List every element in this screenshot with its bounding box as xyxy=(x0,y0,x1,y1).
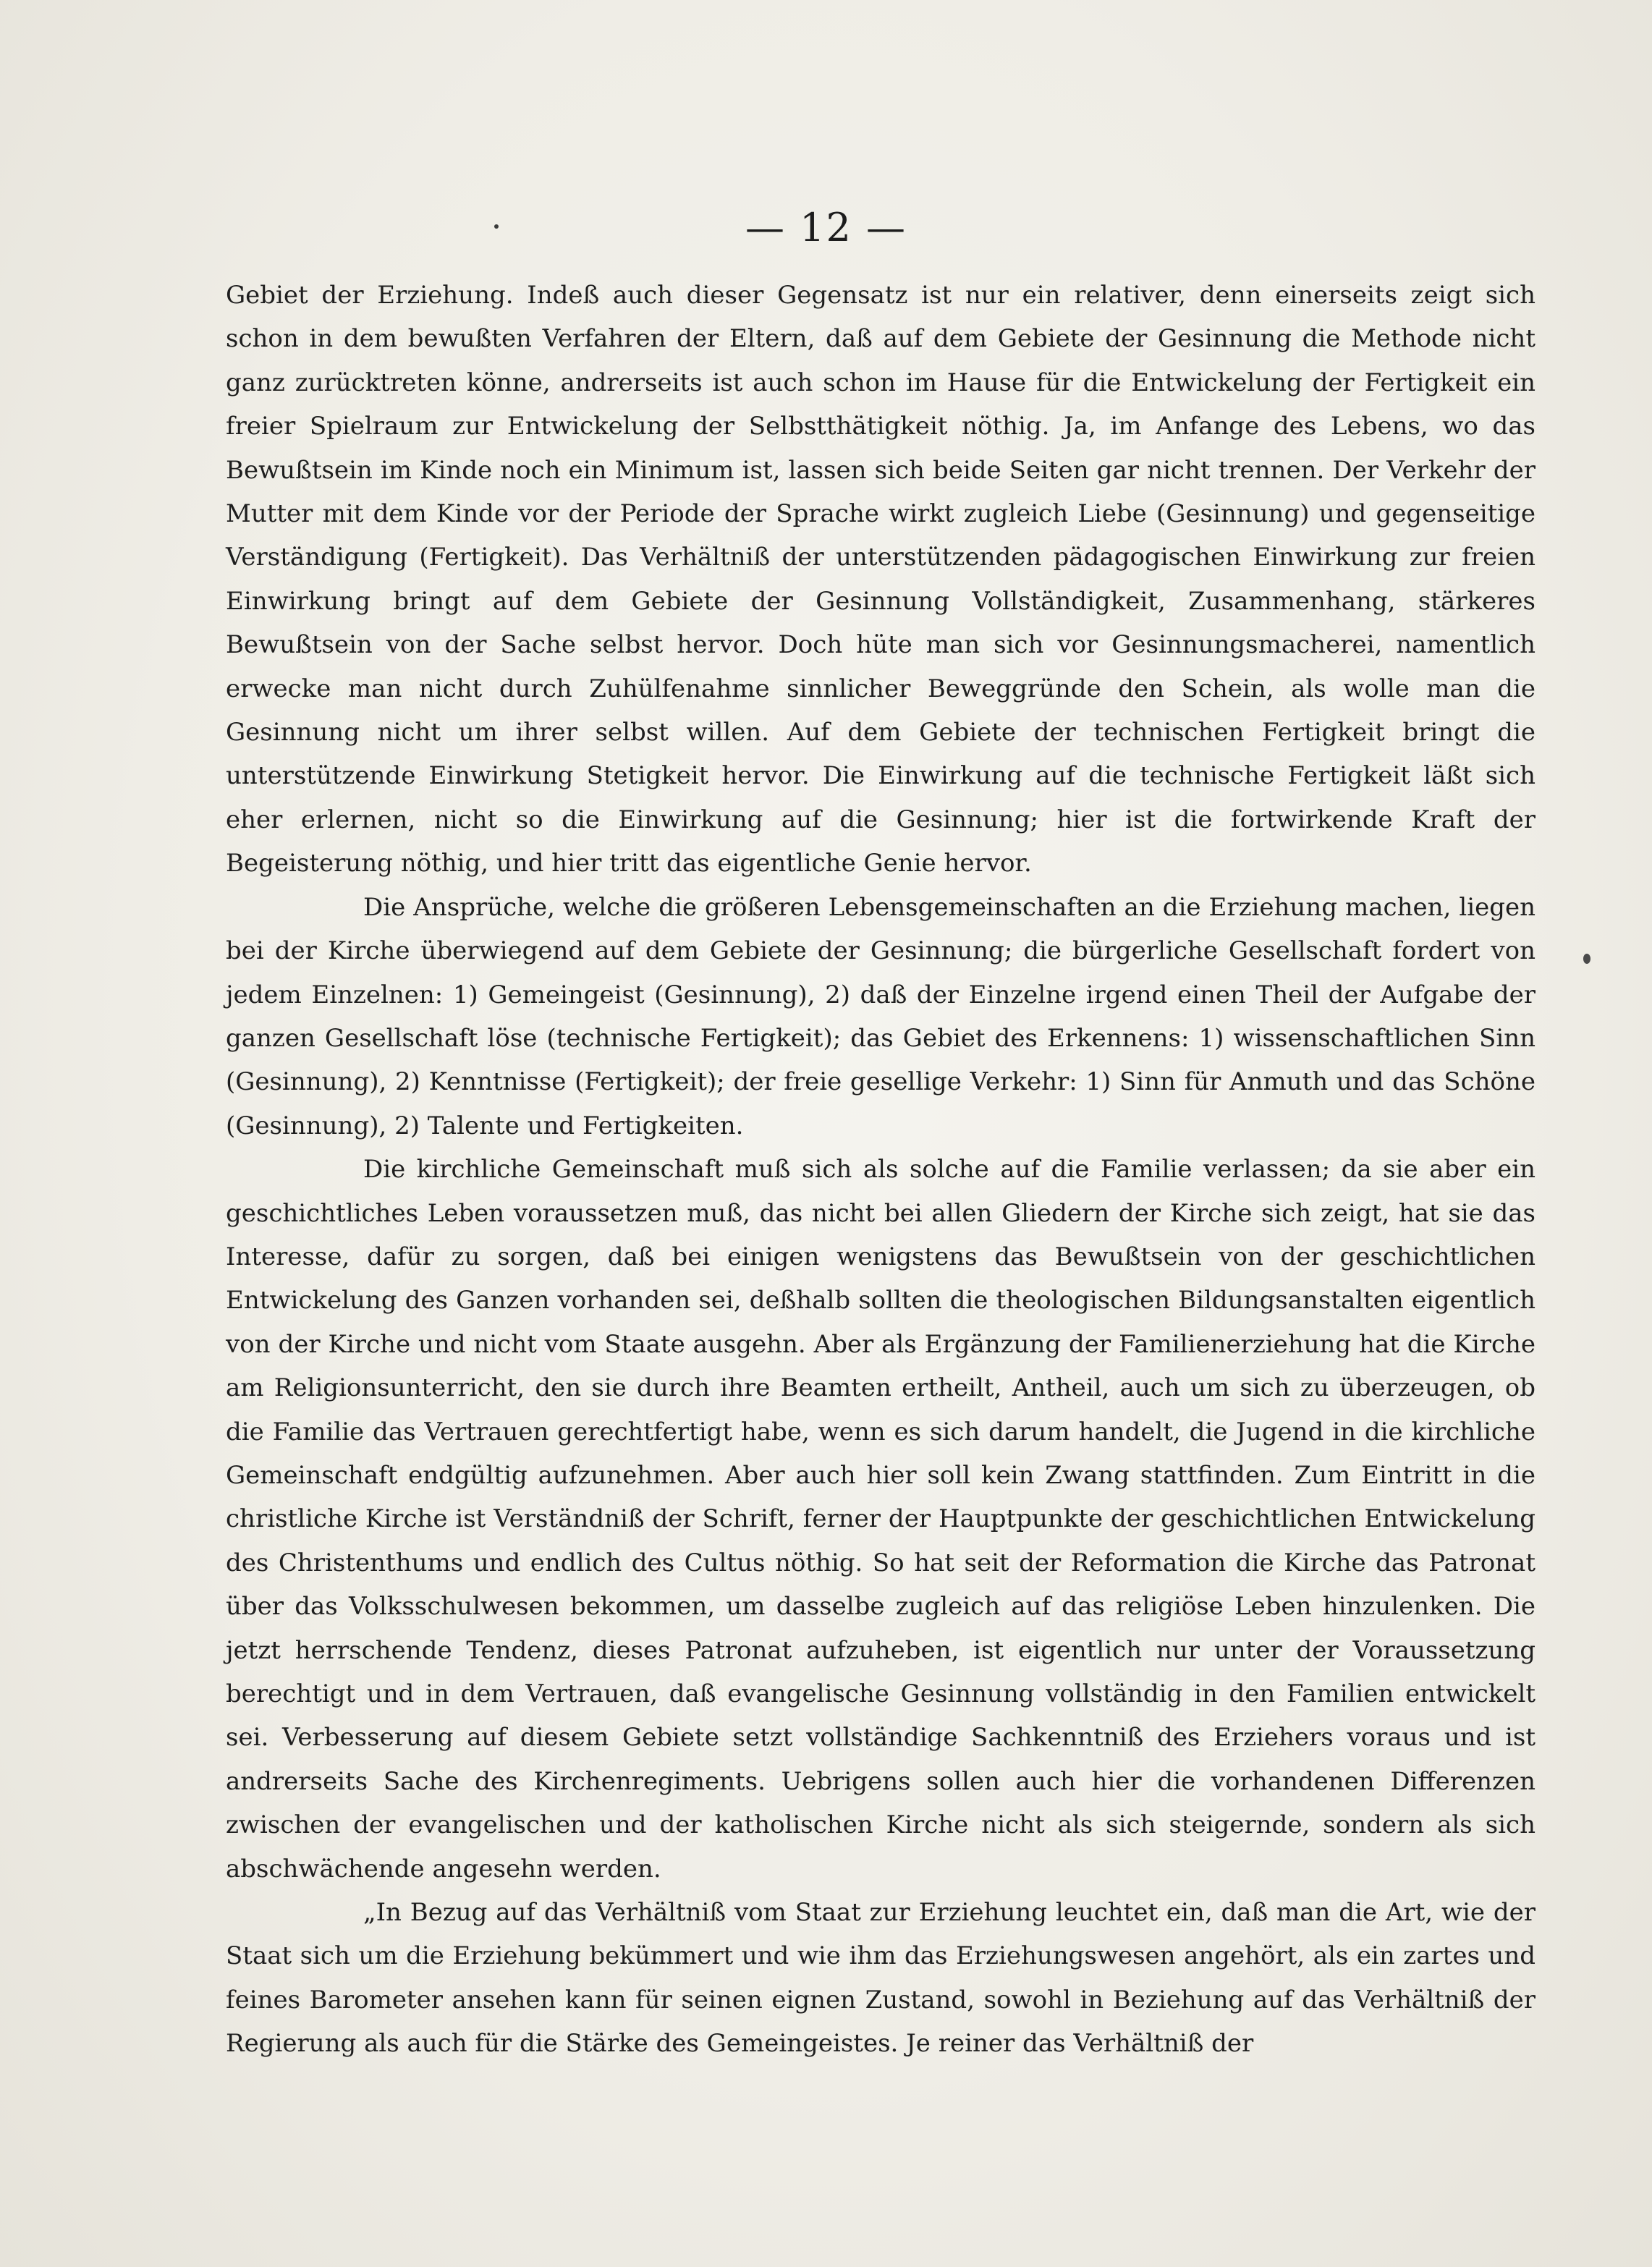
paragraph-1: Gebiet der Erziehung. Indeß auch dieser Gegensatz ist nur ein relativer, denn einerseits zeigt sich schon in dem bewußten Verfahren der Eltern, daß auf dem Gebiete der Gesinnung die Methode nicht ganz zurücktreten könne, andrerseits ist auch schon im Hause für die Entwickelung der Fertigkeit ein freier Spielraum zur Entwickelung der Selbstthätigkeit nöthig. Ja, im Anfange des Lebens, wo das Bewußtsein im Kinde noch ein Minimum ist, lassen sich beide Seiten gar nicht trennen. Der Verkehr der Mutter mit dem Kinde vor der Periode der Sprache wirkt zugleich Liebe (Gesinnung) und gegenseitige Verständigung (Fertigkeit). Das Verhältniß der unterstützenden pädagogischen Einwirkung zur freien Einwirkung bringt auf dem Gebiete der Gesinnung Vollständigkeit, Zusammenhang, stärkeres Bewußtsein von der Sache selbst hervor. Doch hüte man sich vor Gesinnungsmacherei, namentlich erwecke man nicht durch Zuhülfenahme sinnlicher Beweggründe den Schein, als wolle man die Gesinnung nicht um ihrer selbst willen. Auf dem Gebiete der technischen Fertigkeit bringt die unterstützende Einwirkung Stetigkeit hervor. Die Einwirkung auf die technische Fertigkeit läßt sich eher erlernen, nicht so die Einwirkung auf die Gesinnung; hier ist die fortwirkende Kraft der Begeisterung nöthig, und hier tritt das eigentliche Genie hervor. xyxy=(226,281,1535,878)
paragraph-2: Die Ansprüche, welche die größeren Lebensgemeinschaften an die Erziehung machen, liegen bei der Kirche überwiegend auf dem Gebiete der Gesinnung; die bürgerliche Gesellschaft fordert von jedem Einzelnen: 1) Gemeingeist (Gesinnung), 2) daß der Einzelne irgend einen Theil der Aufgabe der ganzen Gesellschaft löse (technische Fertigkeit); das Gebiet des Erkennens: 1) wissenschaftlichen Sinn (Gesinnung), 2) Kenntnisse (Fertigkeit); der freie gesellige Verkehr: 1) Sinn für Anmuth und das Schöne (Gesinnung), 2) Talente und Fertigkeiten. xyxy=(226,892,1535,1140)
paragraph-3: Die kirchliche Gemeinschaft muß sich als solche auf die Familie verlassen; da sie aber ein geschichtliches Leben voraussetzen muß, das nicht bei allen Gliedern der Kirche sich zeigt, hat sie das Interesse, dafür zu sorgen, daß bei einigen wenigstens das Bewußtsein von der geschichtlichen Entwickelung des Ganzen vorhanden sei, deßhalb sollten die theologischen Bildungsanstalten eigentlich von der Kirche und nicht vom Staate ausgehn. Aber als Ergänzung der Familienerziehung hat die Kirche am Religionsunterricht, den sie durch ihre Beamten ertheilt, Antheil, auch um sich zu überzeugen, ob die Familie das Vertrauen gerechtfertigt habe, wenn es sich darum handelt, die Jugend in die kirchliche Gemeinschaft endgültig aufzunehmen. Aber auch hier soll kein Zwang stattfinden. Zum Eintritt in die christliche Kirche ist Verständniß der Schrift, ferner der Hauptpunkte der geschichtlichen Entwickelung des Christenthums und endlich des Cultus nöthig. So hat seit der Reformation die Kirche das Patronat über das Volksschulwesen bekommen, um dasselbe zugleich auf das religiöse Leben hinzulenken. Die jetzt herrschende Tendenz, dieses Patronat aufzuheben, ist eigentlich nur unter der Voraussetzung berechtigt und in dem Vertrauen, daß evangelische Gesinnung vollständig in den Familien entwickelt sei. Verbesserung auf diesem Gebiete setzt vollständige Sachkenntniß des Erziehers voraus und ist andrerseits Sache des Kirchenregiments. Uebrigens sollen auch hier die vorhandenen Differenzen zwischen der evangelischen und der katholischen Kirche nicht als sich steigernde, sondern als sich abschwächende angesehn werden. xyxy=(226,1155,1535,1883)
scan-dot-mark-right xyxy=(1583,954,1590,964)
body-text xyxy=(226,274,1535,2066)
paragraph-4: „In Bezug auf das Verhältniß vom Staat zur Erziehung leuchtet ein, daß man die Art, wie der Staat sich um die Erziehung bekümmert und wie ihm das Erziehungswesen angehört, als ein zartes und feines Barometer ansehen kann für seinen eignen Zustand, sowohl in Beziehung auf das Verhältniß der Regierung als auch für die Stärke des Gemeingeistes. Je reiner das Verhältniß der xyxy=(226,1898,1535,2059)
page-number: — 12 — xyxy=(745,205,907,250)
